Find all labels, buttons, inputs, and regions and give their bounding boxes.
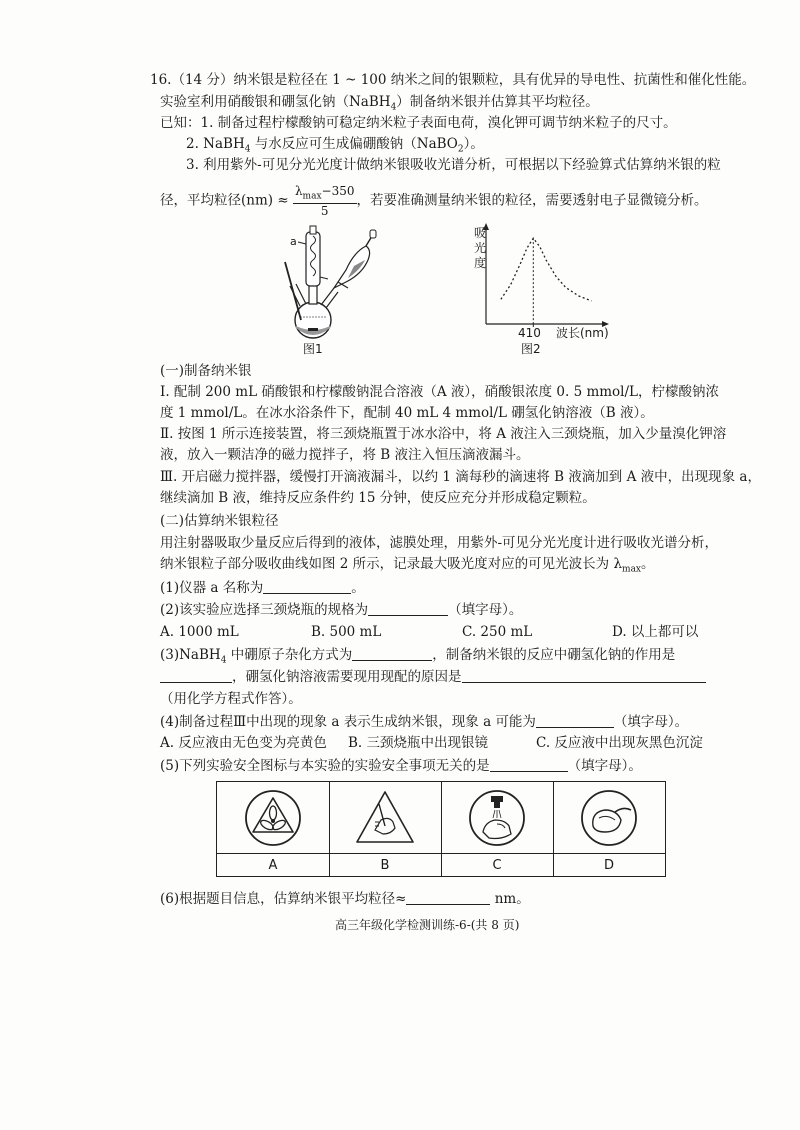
q6-answer-blank[interactable] [406,890,490,905]
figure2-xlabel: 波长(nm) [556,326,609,340]
q2: (2)该实验应选择三颈烧瓶的规格为 （填字母）。 [160,602,523,618]
page-footer: 高三年级化学检测训练-6-(共 8 页) [335,918,520,932]
q5-answer-blank[interactable] [490,757,568,772]
q3-role-blank[interactable] [160,668,232,683]
section2-line1: 用注射器吸取少量反应后得到的液体，滤膜处理，用紫外-可见分光光度计进行吸收光谱分析， [160,535,719,551]
step1-line2: 度 1 mmol/L。在冰水浴条件下，配制 40 mL 4 mmol/L 硼氢化钠溶液（B 液）。 [160,405,654,421]
figure2-ylabel: 吸 光 度 [474,226,487,270]
section2-heading: (二)估算纳米银粒径 [160,513,279,529]
q2-option-a: A. 1000 mL [160,624,239,640]
known-3: 3. 利用紫外-可见分光光度计做纳米银吸收光谱分析，可根据以下经验算式估算纳米银的粒 [186,157,721,173]
figure2-tick-410: 410 [518,326,541,340]
safety-label-d: D [553,853,665,877]
q4-option-c: C. 反应液中出现灰黑色沉淀 [536,735,703,751]
q5: (5)下列实验安全图标与本实验的实验安全事项无关的是 （填字母）。 [160,758,642,774]
safety-cell-b [329,782,442,876]
step3-line2: 继续滴加 B 液，维持反应条件约 15 分钟，使反应充分并形成稳定颗粒。 [160,490,596,506]
q3-line1: (3)NaBH$_4$ 中硼原子杂化方式为 ，制备纳米银的反应中硼氢化钠的作用是 [160,647,676,666]
safety-icon-table [216,781,666,877]
q4-option-b: B. 三颈烧瓶中出现银镜 [348,735,489,751]
step3-line1: Ⅲ. 开启磁力搅拌器，缓慢打开滴液漏斗，以约 1 滴每秒的滴速将 B 液滴加到 A 液中，出现现象 a， [160,469,761,485]
wash-hands-icon [441,782,553,853]
section2-line2: 纳米银粒子部分吸收曲线如图 2 所示，记录最大吸光度对应的可见光波长为 $\lambda_{max}$。 [160,556,655,575]
question-line2: 实验室利用硝酸银和硼氢化钠（NaBH$_4$）制备纳米银并估算其平均粒径。 [160,94,599,113]
q2-option-d: D. 以上都可以 [612,624,699,640]
q3-hybridization-blank[interactable] [352,646,432,661]
q2-option-b: B. 500 mL [311,624,382,640]
figure1-apparatus [268,222,388,352]
question-title: 16.（14 分）纳米银是粒径在 1 ~ 100 纳米之间的银颗粒，具有优异的导电性、抗菌性和催化性能。 [150,72,756,88]
section1-heading: (一)制备纳米银 [160,363,252,379]
q1-answer-blank[interactable] [263,579,351,594]
q3-line2: ，硼氢化钠溶液需要现用现配的原因是 [160,668,706,686]
safety-label-a: A [217,853,329,877]
fan-ventilation-icon [217,782,329,853]
q6: (6)根据题目信息，估算纳米银平均粒径≈ nm。 [160,891,530,907]
figure1-label-a: a [290,235,297,248]
formula-line: 径，平均粒径(nm) ≈ $\frac{\lambda_{max}-350}{5}$ ，若要准确测量纳米银的粒径，需要透射电子显微镜分析。 [160,184,708,219]
q1: (1)仪器 a 名称为 。 [160,580,365,596]
absorbance-curve [501,238,592,327]
q4: (4)制备过程Ⅲ中出现的现象 a 表示生成纳米银，现象 a 可能为 （填字母）。 [160,714,689,730]
formula-fraction: $\frac{\lambda_{max}-350}{5}$ [294,184,355,219]
safety-label-c: C [441,853,553,877]
step1-line1: Ⅰ. 配制 200 mL 硝酸银和柠檬酸钠混合溶液（A 液），硝酸银浓度 0. 5 mmol/L，柠檬酸钠浓 [160,384,720,400]
q2-option-c: C. 250 mL [462,624,533,640]
q4-answer-blank[interactable] [536,713,614,728]
known-1: 已知：1. 制备过程柠檬酸钠可稳定纳米粒子表面电荷，溴化钾可调节纳米粒子的尺寸。 [160,115,677,131]
absorbance-series-line [501,238,592,301]
figure1-caption: 图1 [303,342,323,356]
step2-line1: Ⅱ. 按图 1 所示连接装置，将三颈烧瓶置于冰水浴中，将 A 液注入三颈烧瓶，加入少量溴化钾溶 [160,426,727,442]
sharp-object-hand-icon [329,782,441,853]
safety-cell-d [553,782,665,876]
known-2: 2. NaBH$_4$ 与水反应可生成偏硼酸钠（NaBO$_2$）。 [186,136,484,155]
safety-cell-c [441,782,554,876]
step2-line2: 液，放入一颗洁净的磁力搅拌子，将 B 液注入恒压滴液漏斗。 [160,447,530,463]
q3-line3: （用化学方程式作答）。 [160,691,302,707]
hot-surface-icon [553,782,665,853]
safety-label-b: B [329,853,441,877]
q2-answer-blank[interactable] [368,601,448,616]
q4-option-a: A. 反应液由无色变为亮黄色 [160,735,327,751]
q3-equation-blank[interactable] [462,668,706,683]
figure2-caption: 图2 [521,342,541,356]
safety-cell-a [217,782,330,876]
